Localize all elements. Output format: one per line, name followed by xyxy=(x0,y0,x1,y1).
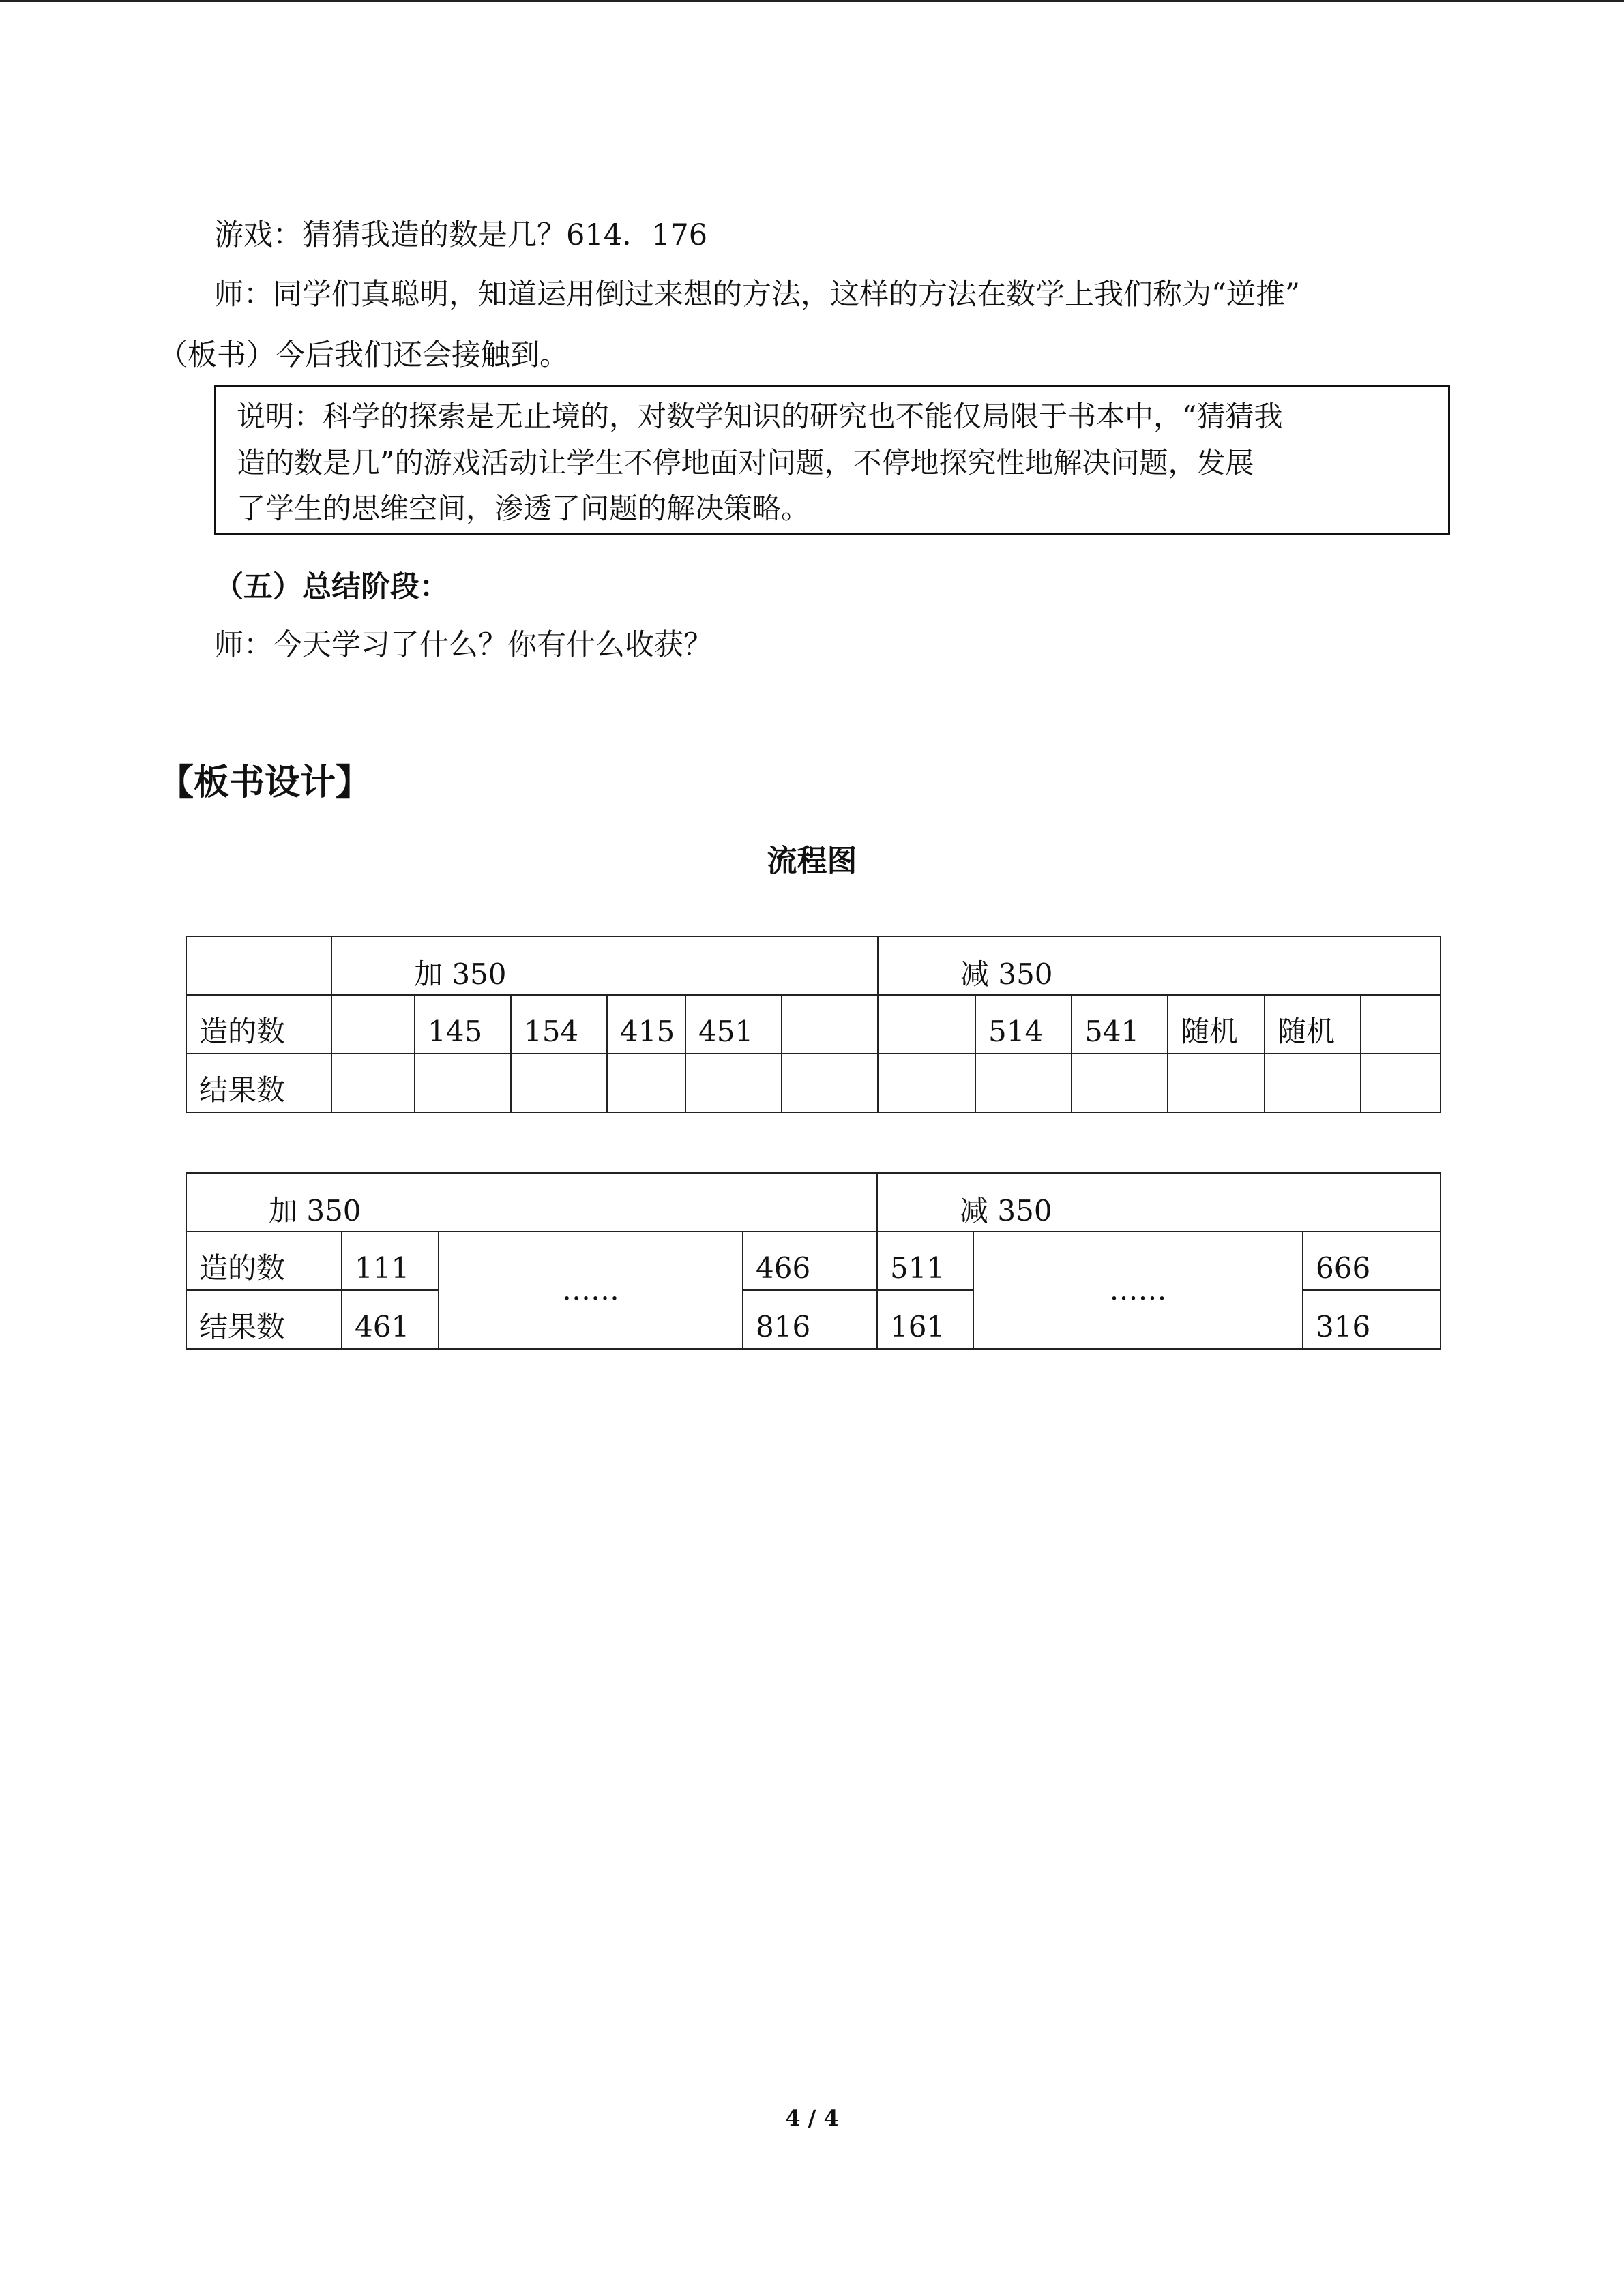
table2-made-label: 造的数 xyxy=(186,1232,342,1290)
table-cell xyxy=(331,1054,415,1112)
table1-header-row xyxy=(186,936,1441,995)
table-cell: 随机 xyxy=(1168,995,1265,1054)
table1-made-label: 造的数 xyxy=(186,995,331,1054)
page-number: 4 / 4 xyxy=(785,2105,839,2131)
note-box xyxy=(214,385,1450,535)
table1-result-label: 结果数 xyxy=(186,1054,331,1112)
table-cell xyxy=(975,1054,1072,1112)
table-cell: 161 xyxy=(877,1290,973,1349)
summary-heading: （五）总结阶段： xyxy=(214,570,449,604)
table-cell: 816 xyxy=(743,1290,877,1349)
table-cell xyxy=(685,1054,782,1112)
table2-result-label: 结果数 xyxy=(186,1290,342,1349)
table-cell: 461 xyxy=(342,1290,439,1349)
teacher-paragraph-line1: 师：同学们真聪明，知道运用倒过来想的方法，这样的方法在数学上我们称为“逆推” xyxy=(214,278,1300,312)
game-paragraph: 游戏：猜猜我造的数是几？614．176 xyxy=(214,218,708,252)
table-cell xyxy=(1361,1054,1441,1112)
table-cell xyxy=(878,995,975,1054)
flow-table-1 xyxy=(186,936,1441,1113)
flowchart-title: 流程图 xyxy=(767,844,857,878)
table-cell xyxy=(782,995,878,1054)
table-cell: 随机 xyxy=(1265,995,1361,1054)
table-cell: 154 xyxy=(511,995,607,1054)
table-cell: 541 xyxy=(1072,995,1168,1054)
summary-question: 师：今天学习了什么？你有什么收获？ xyxy=(214,628,713,662)
board-design-title: 【板书设计】 xyxy=(158,762,372,803)
table-cell: 415 xyxy=(607,995,685,1054)
table-cell xyxy=(511,1054,607,1112)
table2-header-sub: 减 350 xyxy=(877,1173,1441,1232)
table-cell xyxy=(1265,1054,1361,1112)
table1-header-sub: 减 350 xyxy=(878,936,1441,995)
table-cell xyxy=(415,1054,511,1112)
table2-made-row xyxy=(186,1232,1441,1290)
table-cell xyxy=(331,995,415,1054)
table1-result-row xyxy=(186,1054,1441,1112)
table-cell xyxy=(1361,995,1441,1054)
table-cell xyxy=(607,1054,685,1112)
table1-made-row xyxy=(186,995,1441,1054)
table-cell: 514 xyxy=(975,995,1072,1054)
table-cell xyxy=(878,1054,975,1112)
note-line-2: 造的数是几”的游戏活动让学生不停地面对问题，不停地探究性地解决问题，发展 xyxy=(237,446,1254,479)
table-cell: 466 xyxy=(743,1232,877,1290)
table2-add-ellipsis: …… xyxy=(439,1232,743,1349)
table-cell xyxy=(1168,1054,1265,1112)
table-cell: 145 xyxy=(415,995,511,1054)
teacher-paragraph-line2: （板书）今后我们还会接触到。 xyxy=(158,338,569,372)
table-cell xyxy=(1072,1054,1168,1112)
table-cell xyxy=(782,1054,878,1112)
table2-header-row xyxy=(186,1173,1441,1232)
page-top-border xyxy=(0,0,1624,2)
table-cell: 111 xyxy=(342,1232,439,1290)
note-line-1: 说明：科学的探索是无止境的，对数学知识的研究也不能仅局限于书本中，“猜猜我 xyxy=(237,400,1283,433)
table-cell: 511 xyxy=(877,1232,973,1290)
table-cell: 666 xyxy=(1303,1232,1441,1290)
note-line-3: 了学生的思维空间，渗透了问题的解决策略。 xyxy=(237,492,810,525)
table2-header-add: 加 350 xyxy=(186,1173,877,1232)
table1-header-add: 加 350 xyxy=(331,936,878,995)
table-cell: 316 xyxy=(1303,1290,1441,1349)
flow-table-2 xyxy=(186,1172,1441,1350)
table-cell: 451 xyxy=(685,995,782,1054)
table2-sub-ellipsis: …… xyxy=(973,1232,1303,1349)
table1-corner-cell xyxy=(186,936,331,995)
